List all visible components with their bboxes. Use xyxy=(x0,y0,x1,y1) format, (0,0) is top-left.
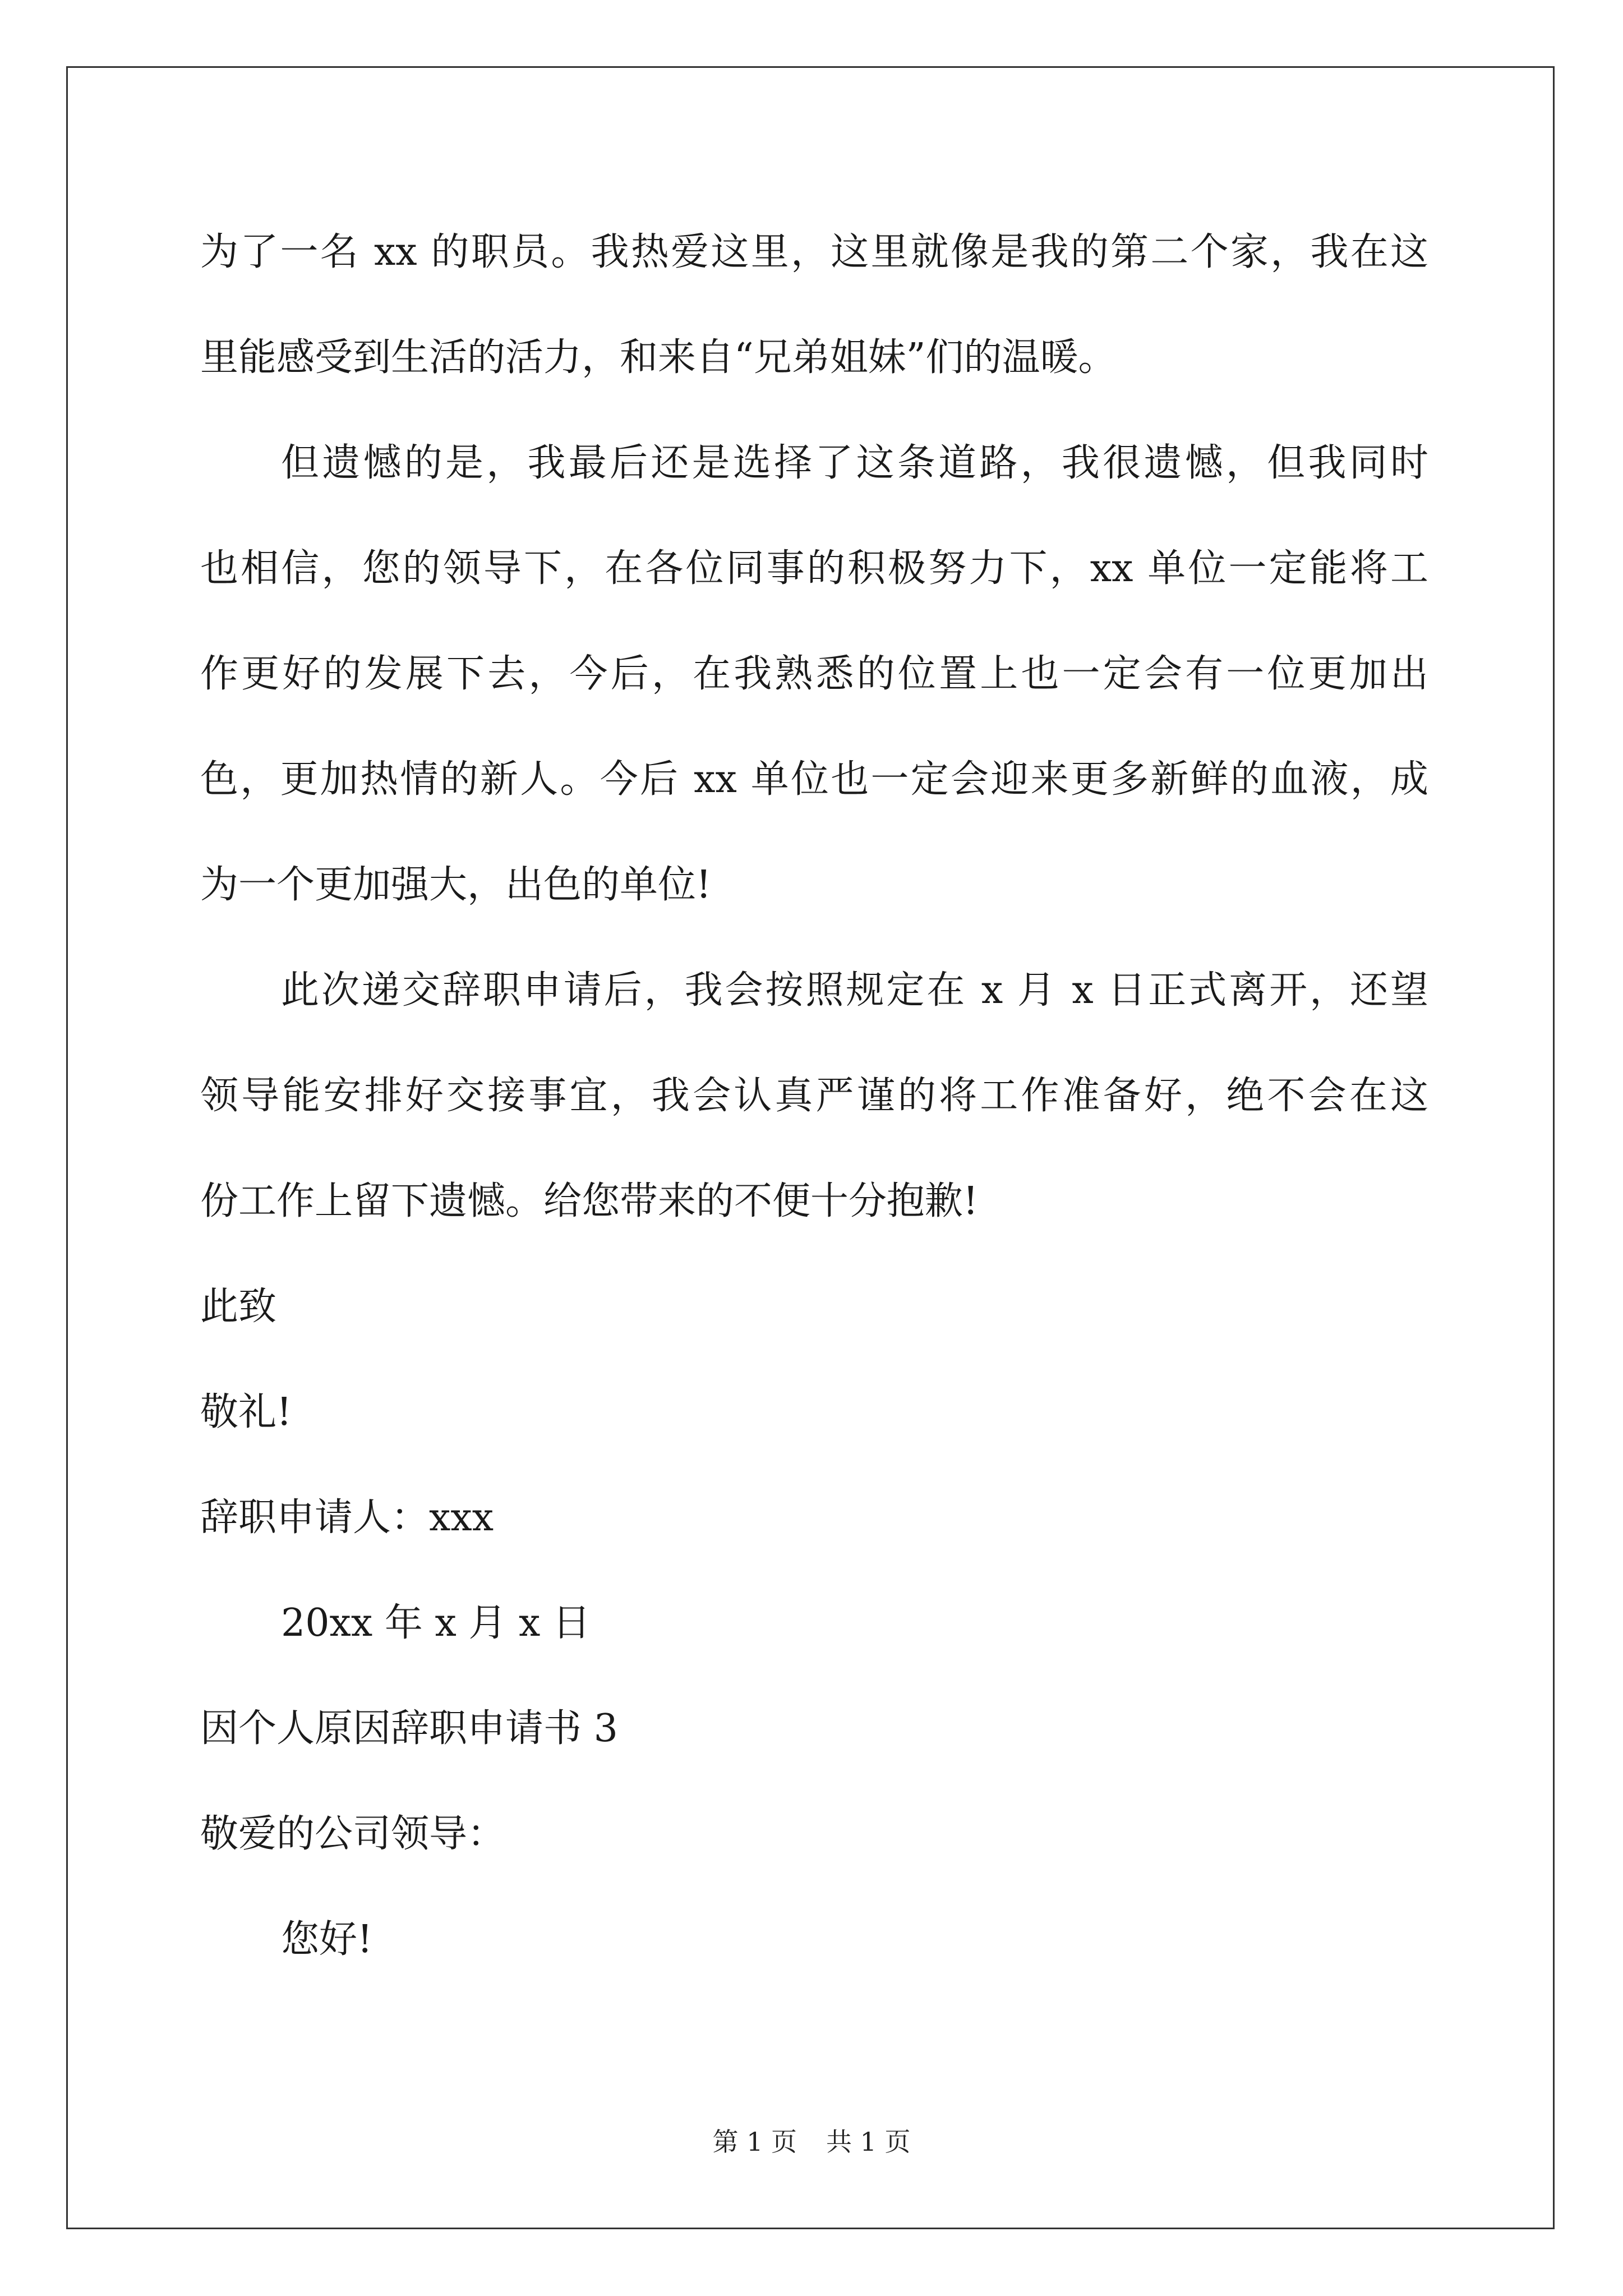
letter-opening: 您好! xyxy=(281,1917,373,1962)
text-line: 为一个更加强大，出色的单位! xyxy=(200,863,712,907)
closing-respect: 敬礼! xyxy=(200,1390,292,1434)
text-line: 作更好的发展下去，今后，在我熟悉的位置上也一定会有一位更加出 xyxy=(200,652,1428,696)
text-line: 份工作上留下遗憾。给您带来的不便十分抱歉! xyxy=(200,1179,979,1223)
document-body xyxy=(200,219,1434,2012)
closing-salutation: 此致 xyxy=(200,1285,277,1329)
text-line: 也相信，您的领导下，在各位同事的积极努力下，xx 单位一定能将工 xyxy=(200,546,1428,591)
text-line: 里能感受到生活的活力，和来自“兄弟姐妹”们的温暖。 xyxy=(200,335,1117,380)
text-line: 此次递交辞职申请后，我会按照规定在 x 月 x 日正式离开，还望 xyxy=(281,968,1428,1013)
page-total: 共 1 页 xyxy=(826,2127,911,2157)
text-line: 领导能安排好交接事宜，我会认真严谨的将工作准备好，绝不会在这 xyxy=(200,1074,1428,1118)
letter-date: 20xx 年 x 月 x 日 xyxy=(281,1601,591,1645)
page-footer xyxy=(0,2125,1623,2159)
letter-greeting: 敬爱的公司领导： xyxy=(200,1812,506,1856)
text-line: 色，更加热情的新人。今后 xx 单位也一定会迎来更多新鲜的血液，成 xyxy=(200,757,1428,802)
applicant-signature: 辞职申请人：xxx xyxy=(200,1496,494,1540)
text-line: 为了一名 xx 的职员。我热爱这里，这里就像是我的第二个家，我在这 xyxy=(200,230,1428,274)
text-line: 但遗憾的是，我最后还是选择了这条道路，我很遗憾，但我同时 xyxy=(281,441,1428,485)
page-number: 第 1 页 xyxy=(712,2127,797,2157)
letter-title: 因个人原因辞职申请书 3 xyxy=(200,1706,618,1751)
